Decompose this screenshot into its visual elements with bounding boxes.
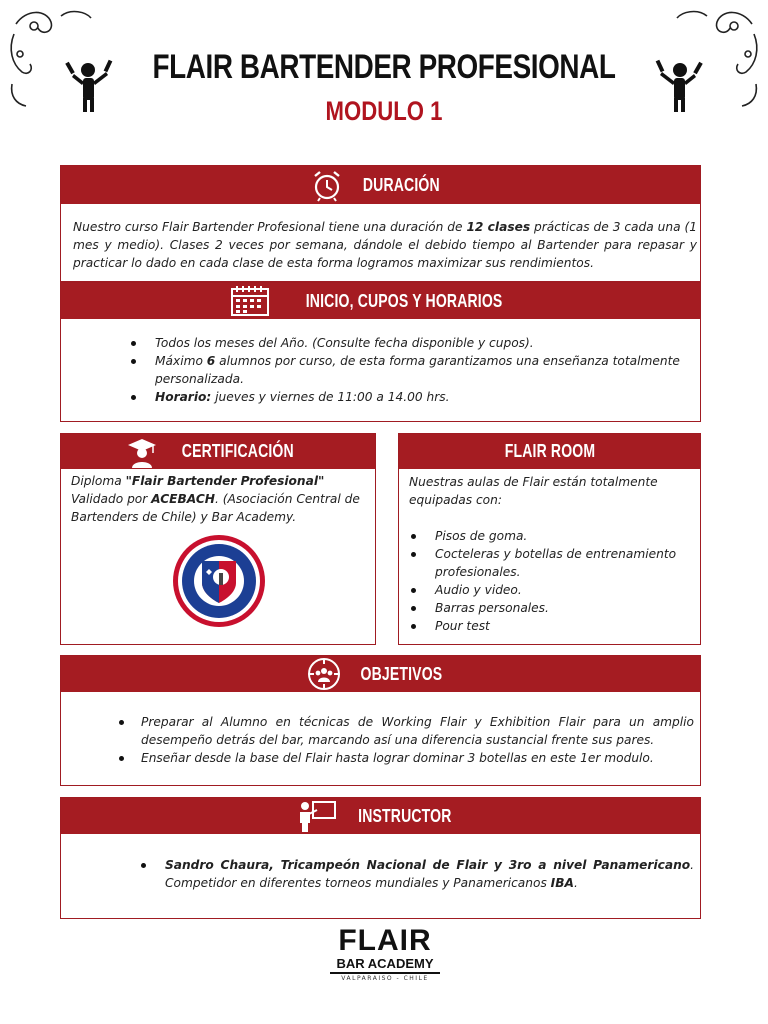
inicio-section: [60, 282, 701, 422]
certificacion-header: [61, 434, 375, 469]
objetivos-list: [109, 713, 694, 767]
list-item: Horario: jueves y viernes de 11:00 a 14.00 hrs.: [121, 388, 701, 406]
page-subtitle: MODULO 1: [325, 96, 443, 126]
flair-room-intro: Nuestras aulas de Flair están totalmente equipadas con:: [409, 475, 658, 507]
flair-bar-academy-logo: [330, 926, 440, 988]
objetivos-title: OBJETIVOS: [360, 663, 443, 684]
list-item: Enseñar desde la base del Flair hasta lograr dominar 3 botellas en este 1er modulo.: [109, 749, 694, 767]
list-item: Todos los meses del Año. (Consulte fecha disponible y cupos).: [121, 334, 701, 352]
logo-line-1: FLAIR: [338, 924, 432, 957]
flair-room-list: [401, 527, 691, 635]
inicio-header: [61, 283, 700, 319]
list-item: Sandro Chaura, Tricampeón Nacional de Flair y 3ro a nivel Panamericano. Competidor en diferentes torneos mundiales y Panamericanos IBA.: [131, 856, 694, 892]
duracion-section: [60, 165, 701, 282]
calendar-icon: [230, 285, 270, 317]
instructor-title: INSTRUCTOR: [357, 805, 452, 826]
inicio-title: INICIO, CUPOS Y HORARIOS: [306, 290, 503, 311]
instructor-list: [131, 856, 694, 892]
certificacion-title: CERTIFICACIÓN: [181, 441, 294, 461]
objetivos-header: [61, 656, 700, 692]
list-item: Cocteleras y botellas de entrenamiento profesionales.: [401, 545, 691, 581]
list-item: Máximo 6 alumnos por curso, de esta forma garantizamos una enseñanza totalmente personalizada.: [121, 352, 701, 388]
list-item: Pisos de goma.: [401, 527, 691, 545]
objetivos-section: [60, 655, 701, 786]
instructor-header: [61, 798, 700, 834]
alarm-clock-icon: [310, 168, 344, 202]
logo-line-2: BAR ACADEMY: [330, 956, 440, 974]
duracion-header: [61, 166, 700, 204]
list-item: Barras personales.: [401, 599, 691, 617]
acebach-seal: [164, 531, 274, 631]
duracion-text: Nuestro curso Flair Bartender Profesional tiene una duración de 12 clases prácticas de 3 cada una (1 mes y medio). Clases 2 veces por semana, dándole el debido tiempo al Bartender para repasar y practicar lo dado en cada clase de esta forma logramos maximizar sus rendimientos.: [73, 220, 698, 270]
certificacion-text: Diploma "Flair Bartender Profesional" Validado por ACEBACH. (Asociación Central de Bartenders de Chile) y Bar Academy.: [71, 474, 360, 524]
graduate-icon: [126, 436, 158, 468]
list-item: Preparar al Alumno en técnicas de Working Flair y Exhibition Flair para un amplio desempeño detrás del bar, marcando así una diferencia sustancial frente sus pares.: [109, 713, 694, 749]
flair-room-section: [398, 433, 701, 645]
logo-line-3: VALPARAISO - CHILE: [341, 975, 429, 982]
list-item: Pour test: [401, 617, 691, 635]
instructor-section: [60, 797, 701, 919]
inicio-list: [121, 334, 701, 406]
duracion-title: DURACIÓN: [363, 174, 440, 195]
group-target-icon: [307, 657, 341, 691]
teacher-board-icon: [297, 799, 337, 833]
page-title: FLAIR BARTENDER PROFESIONAL: [152, 48, 616, 86]
flair-room-header: [399, 434, 700, 469]
certificacion-section: [60, 433, 376, 645]
list-item: Audio y video.: [401, 581, 691, 599]
flair-room-title: FLAIR ROOM: [504, 441, 595, 461]
